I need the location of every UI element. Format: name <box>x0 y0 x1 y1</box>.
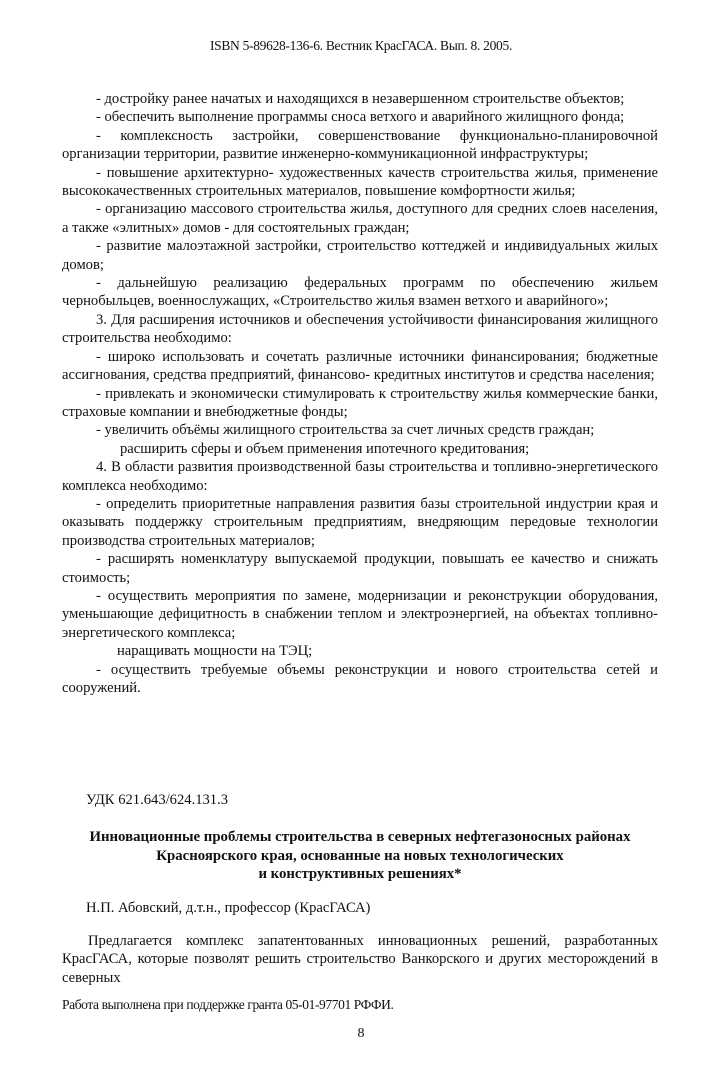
paragraph: - осуществить мероприятия по замене, модернизации и реконструкции оборудования, уменьшающие дефицитность в снабжении теплом и электроэнергией, на объектах топливно-энергетического комплекса; <box>62 587 658 641</box>
paragraph: 4. В области развития производственной базы строительства и топливно-энергетического комплекса необходимо: <box>62 459 658 494</box>
udk-code: УДК 621.643/624.131.3 <box>86 792 229 808</box>
paragraph: расширить сферы и объем применения ипотечного кредитования; <box>120 440 530 457</box>
paragraph: - повышение архитектурно- художественных качеств строительства жилья, применение высококачественных строительных материалов, повышение комфортности жилья; <box>62 164 658 200</box>
paragraph: 3. Для расширения источников и обеспечения устойчивости финансирования жилищного строительства необходимо: <box>62 311 658 347</box>
paragraph: - расширять номенклатуру выпускаемой продукции, повышать ее качество и снижать стоимость; <box>62 551 658 586</box>
paragraph: - развитие малоэтажной застройки, строительство коттеджей и индивидуальных жилых домов; <box>62 238 658 273</box>
paragraph: - комплексность застройки, совершенствование функционально-планировочной организации территории, развитие инженерно-коммуникационной инфраструктуры; <box>62 127 658 163</box>
footnote: Работа выполнена при поддержке гранта 05-01-97701 РФФИ. <box>62 997 394 1012</box>
paragraph: наращивать мощности на ТЭЦ; <box>117 643 313 660</box>
title-line: Красноярского края, основанные на новых технологических <box>156 847 564 864</box>
paragraph: - обеспечить выполнение программы сноса ветхого и аварийного жилищного фонда; <box>96 109 625 126</box>
page-number: 8 <box>357 1026 365 1041</box>
body-text <box>62 90 658 697</box>
paragraph: - дальнейшую реализацию федеральных программ по обеспечению жильем чернобыльцев, военнослужащих, «Строительство жилья взамен ветхого и аварийного»; <box>62 275 658 310</box>
title-line: Инновационные проблемы строительства в северных нефтегазоносных районах <box>89 829 631 845</box>
paragraph: - определить приоритетные направления развития базы строительной индустрии края и оказывать поддержку строительным предприятиям, внедряющим передовые технологии производства строительных материалов; <box>62 495 658 549</box>
paragraph: - достройку ранее начатых и находящихся в незавершенном строительстве объектов; <box>96 91 625 107</box>
author-line: Н.П. Абовский, д.т.н., профессор (КрасГАСА) <box>86 900 371 916</box>
paragraph: - увеличить объёмы жилищного строительства за счет личных средств граждан; <box>96 422 595 439</box>
running-header: ISBN 5-89628-136-6. Вестник КрасГАСА. Вып. 8. 2005. <box>209 38 513 53</box>
paragraph: - организацию массового строительства жилья, доступного для средних слоев населения, а также «элитных» домов - для состоятельных граждан; <box>62 201 658 236</box>
paragraph: - широко использовать и сочетать различные источники финансирования; бюджетные ассигнования, средства предприятий, финансово- кредитных институтов и средства населения; <box>62 348 658 384</box>
intro-paragraph: Предлагается комплекс запатентованных инновационных решений, разработанных КрасГАСА, которые позволят решить строительство Ванкорского и других месторождений в северных <box>62 933 658 986</box>
paragraph: - привлекать и экономически стимулировать к строительству жилья коммерческие банки, страховые компании и внебюджетные фонды; <box>62 385 658 420</box>
title-line: и конструктивных решениях* <box>258 866 462 882</box>
paragraph: - осуществить требуемые объемы реконструкции и нового строительства сетей и сооружений. <box>62 661 658 696</box>
article-title <box>62 828 658 884</box>
